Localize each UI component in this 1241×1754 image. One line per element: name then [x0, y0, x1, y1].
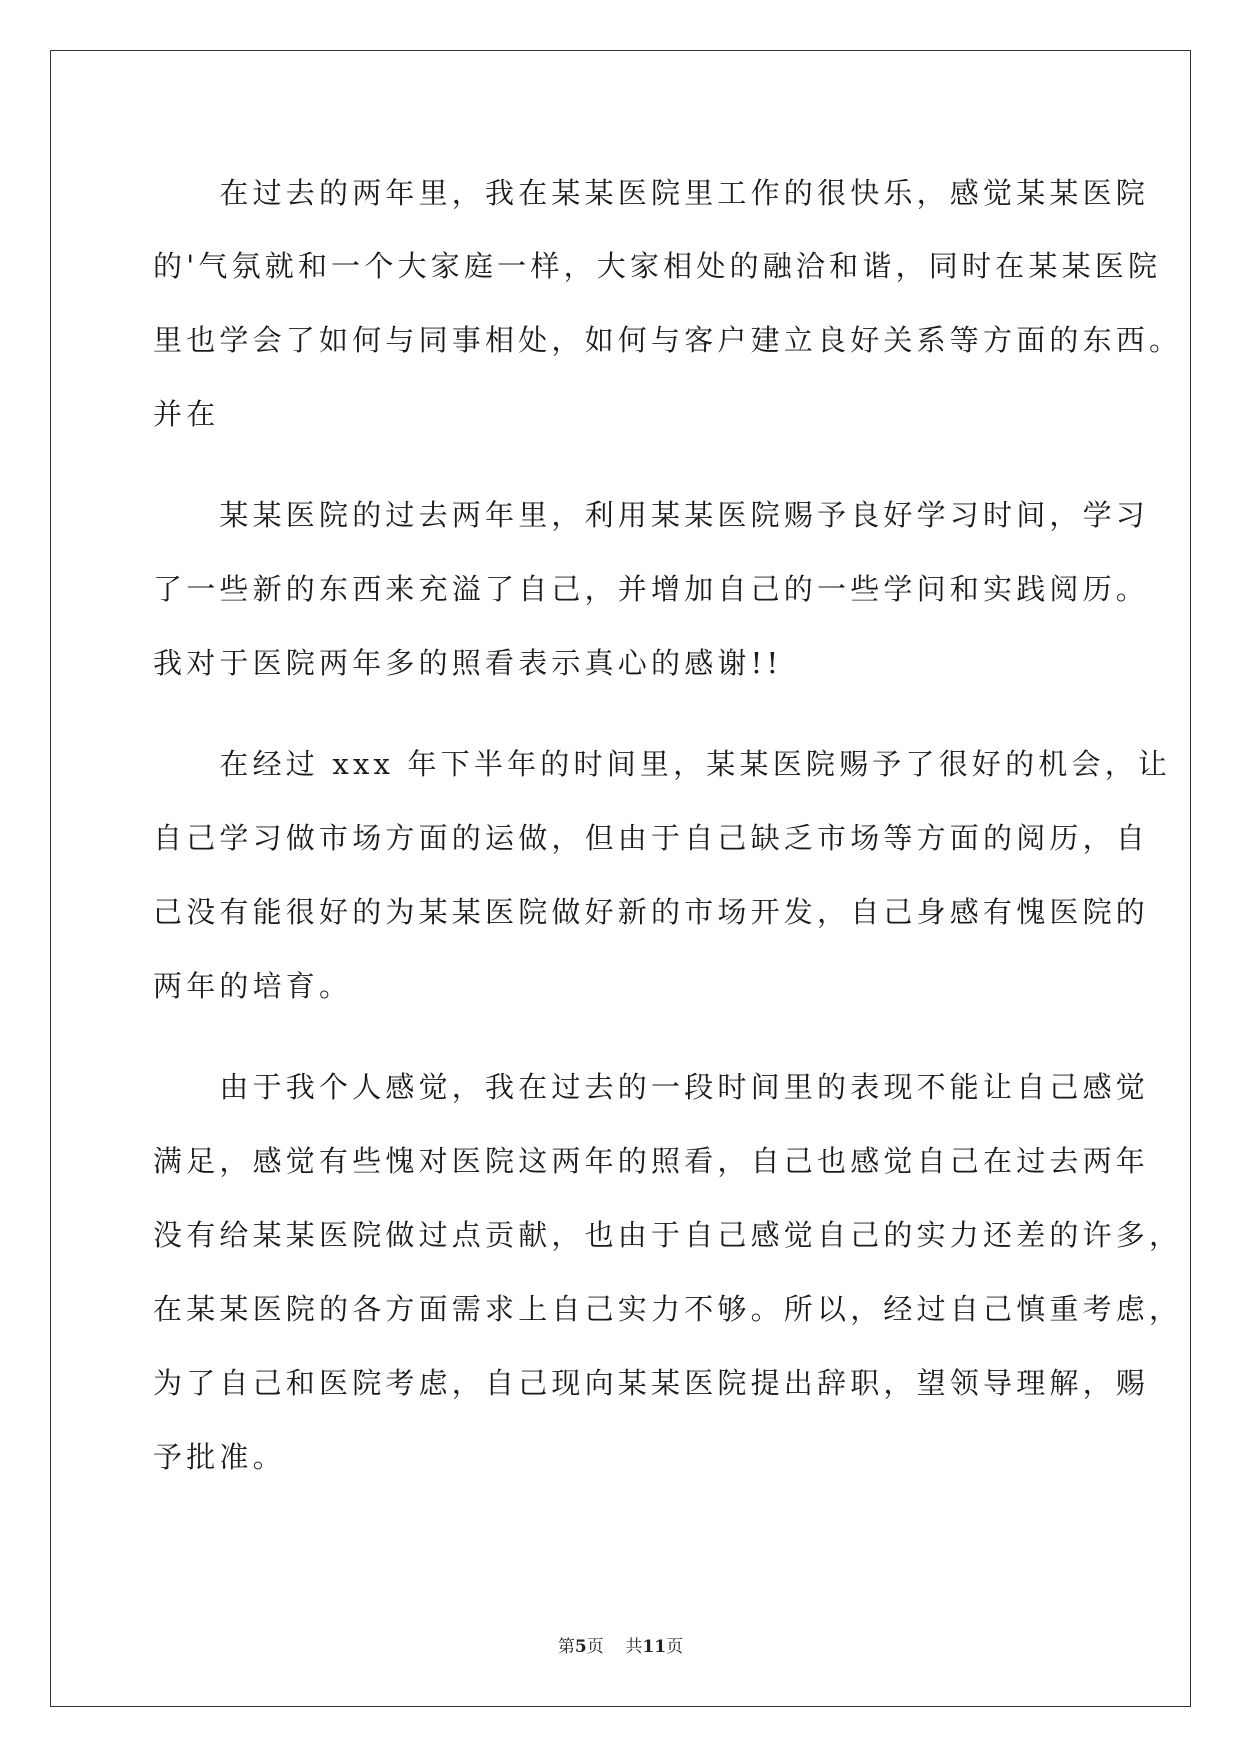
- text-line: 予批准。: [153, 1440, 286, 1474]
- text-line: 某某医院的过去两年里，利用某某医院赐予良好学习时间，学习: [153, 498, 1150, 532]
- text-line: 了一些新的东西来充溢了自己，并增加自己的一些学问和实践阅历。: [153, 572, 1150, 606]
- current-page-number: 5: [574, 1637, 587, 1657]
- text-line: 的'气氛就和一个大家庭一样，大家相处的融洽和谐，同时在某某医院: [153, 249, 1162, 283]
- text-line: 由于我个人感觉，我在过去的一段时间里的表现不能让自己感觉: [153, 1070, 1150, 1104]
- text-line: 我对于医院两年多的照看表示真心的感谢!!: [153, 646, 783, 680]
- text-line: 己没有能很好的为某某医院做好新的市场开发，自己身感有愧医院的: [153, 895, 1150, 929]
- footer-total-suffix: 页: [666, 1637, 684, 1657]
- text-line: 为了自己和医院考虑，自己现向某某医院提出辞职，望领导理解，赐: [153, 1366, 1150, 1400]
- text-line: 两年的培育。: [153, 969, 353, 1003]
- text-line: 自己学习做市场方面的运做，但由于自己缺乏市场等方面的阅历，自: [153, 821, 1150, 855]
- text-line: 在过去的两年里，我在某某医院里工作的很快乐，感觉某某医院: [153, 176, 1150, 210]
- text-line: 并在: [153, 397, 220, 431]
- text-line: 没有给某某医院做过点贡献，也由于自己感觉自己的实力还差的许多，: [153, 1218, 1183, 1252]
- footer-total-prefix: 共: [625, 1637, 643, 1657]
- page-footer: [0, 1635, 1241, 1659]
- text-line: 满足，感觉有些愧对医院这两年的照看，自己也感觉自己在过去两年: [153, 1144, 1150, 1178]
- footer-page-suffix: 页: [586, 1637, 604, 1657]
- text-line: 里也学会了如何与同事相处，如何与客户建立良好关系等方面的东西。: [153, 323, 1183, 357]
- text-line: 在某某医院的各方面需求上自己实力不够。所以，经过自己慎重考虑，: [153, 1292, 1183, 1326]
- footer-prefix: 第: [557, 1637, 575, 1657]
- text-line: 在经过 xxx 年下半年的时间里，某某医院赐予了很好的机会，让: [153, 747, 1172, 781]
- total-page-count: 11: [642, 1637, 667, 1657]
